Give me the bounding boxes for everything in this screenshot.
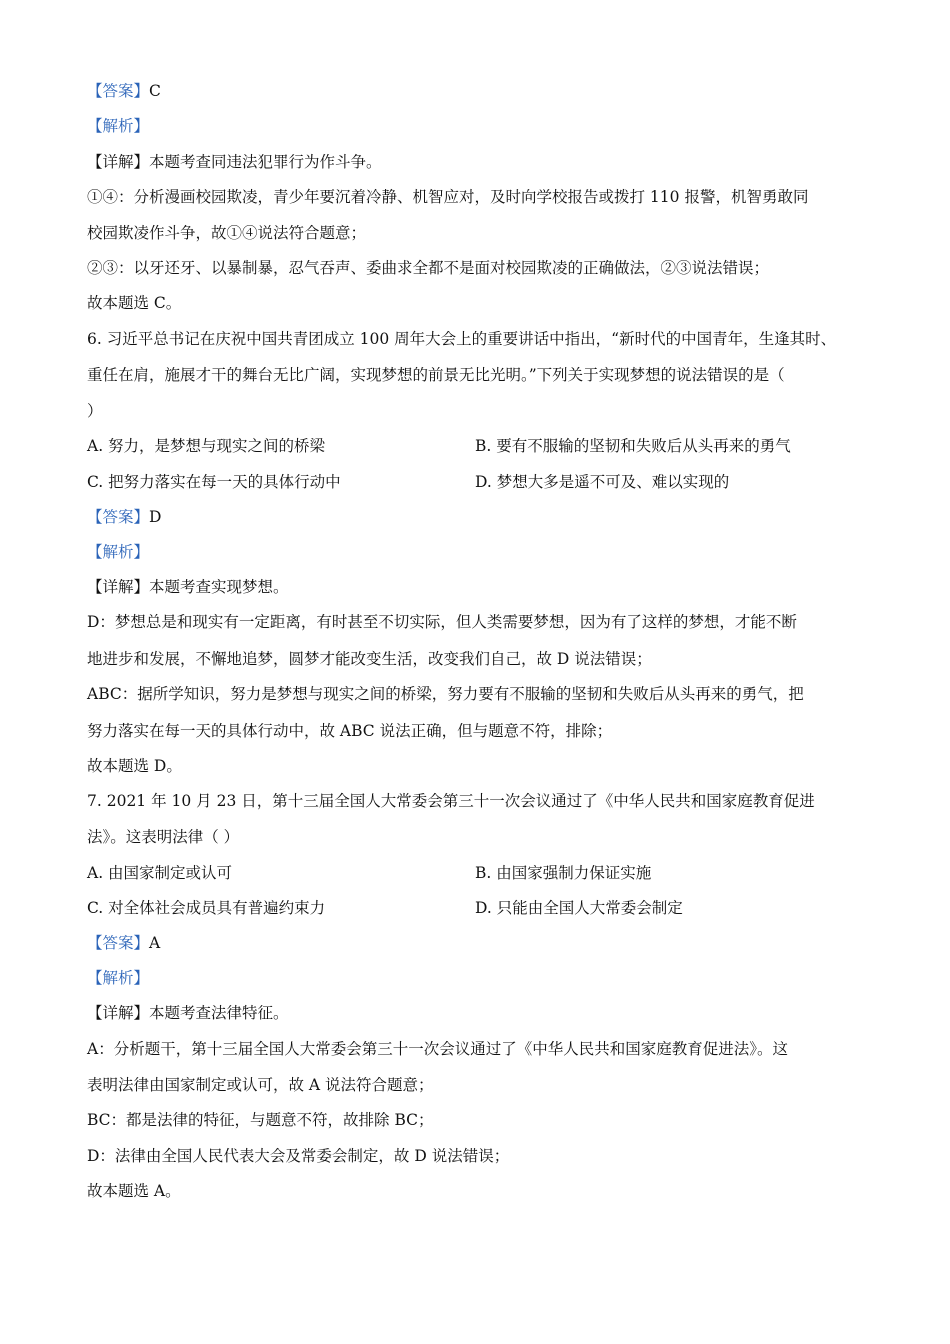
q7-line: BC：都是法律的特征，与题意不符，故排除 BC； [87,1111,434,1129]
q7-stem: 法》。这表明法律（ ） [87,828,240,846]
q7-option-d: D. 只能由全国人大常委会制定 [475,899,683,917]
q6-line: 地进步和发展，不懈地追梦，圆梦才能改变生活，改变我们自己，故 D 说法错误； [87,650,652,668]
q5-analysis-label: 【解析】 [87,117,150,135]
q6-stem: 6. 习近平总书记在庆祝中国共青团成立 100 周年大会上的重要讲话中指出，“新时代的中国青年，生逢其时、 [87,330,837,348]
q7-line: 表明法律由国家制定或认可，故 A 说法符合题意； [87,1076,434,1094]
q7-line: 故本题选 A。 [87,1182,181,1200]
q7-option-a: A. 由国家制定或认可 [87,864,233,882]
q6-answer: 【答案】D [87,508,162,526]
q7-option-b: B. 由国家强制力保证实施 [475,864,652,882]
q5-detail: 【详解】本题考查同违法犯罪行为作斗争。 [87,153,382,171]
q7-stem: 7. 2021 年 10 月 23 日，第十三届全国人大常委会第三十一次会议通过了《中华人民共和国家庭教育促进 [87,792,815,810]
q7-line: A：分析题干，第十三届全国人大常委会第三十一次会议通过了《中华人民共和国家庭教育促进法》。这 [87,1040,788,1058]
q5-answer: 【答案】C [87,82,161,100]
q6-option-c: C. 把努力落实在每一天的具体行动中 [87,473,341,491]
q6-stem: ） [87,402,103,420]
q6-line: ABC：据所学知识，努力是梦想与现实之间的桥梁，努力要有不服输的坚韧和失败后从头再来的勇气，把 [87,685,804,703]
q6-stem: 重任在肩，施展才干的舞台无比广阔，实现梦想的前景无比光明。”下列关于实现梦想的说法错误的是（ [87,366,785,384]
q6-line: 努力落实在每一天的具体行动中，故 ABC 说法正确，但与题意不符，排除； [87,722,613,740]
q7-answer: 【答案】A [87,934,161,952]
q5-line: 故本题选 C。 [87,294,182,312]
q7-line: D：法律由全国人民代表大会及常委会制定，故 D 说法错误； [87,1147,510,1165]
q5-line: ①④：分析漫画校园欺凌，青少年要沉着冷静、机智应对，及时向学校报告或拨打 110 报警，机智勇敢同 [87,188,809,206]
q7-analysis-label: 【解析】 [87,969,150,987]
q6-detail: 【详解】本题考查实现梦想。 [87,578,289,596]
q6-option-b: B. 要有不服输的坚韧和失败后从头再来的勇气 [475,437,791,455]
q6-option-a: A. 努力，是梦想与现实之间的桥梁 [87,437,326,455]
q7-detail: 【详解】本题考查法律特征。 [87,1004,289,1022]
q7-option-c: C. 对全体社会成员具有普遍约束力 [87,899,326,917]
q6-line: 故本题选 D。 [87,757,182,775]
q5-line: 校园欺凌作斗争，故①④说法符合题意； [87,224,367,242]
q5-line: ②③：以牙还牙、以暴制暴，忍气吞声、委曲求全都不是面对校园欺凌的正确做法，②③说法错误； [87,259,770,277]
q6-line: D：梦想总是和现实有一定距离，有时甚至不切实际，但人类需要梦想，因为有了这样的梦想，才能不断 [87,613,797,631]
q6-analysis-label: 【解析】 [87,543,150,561]
q6-option-d: D. 梦想大多是遥不可及、难以实现的 [475,473,730,491]
